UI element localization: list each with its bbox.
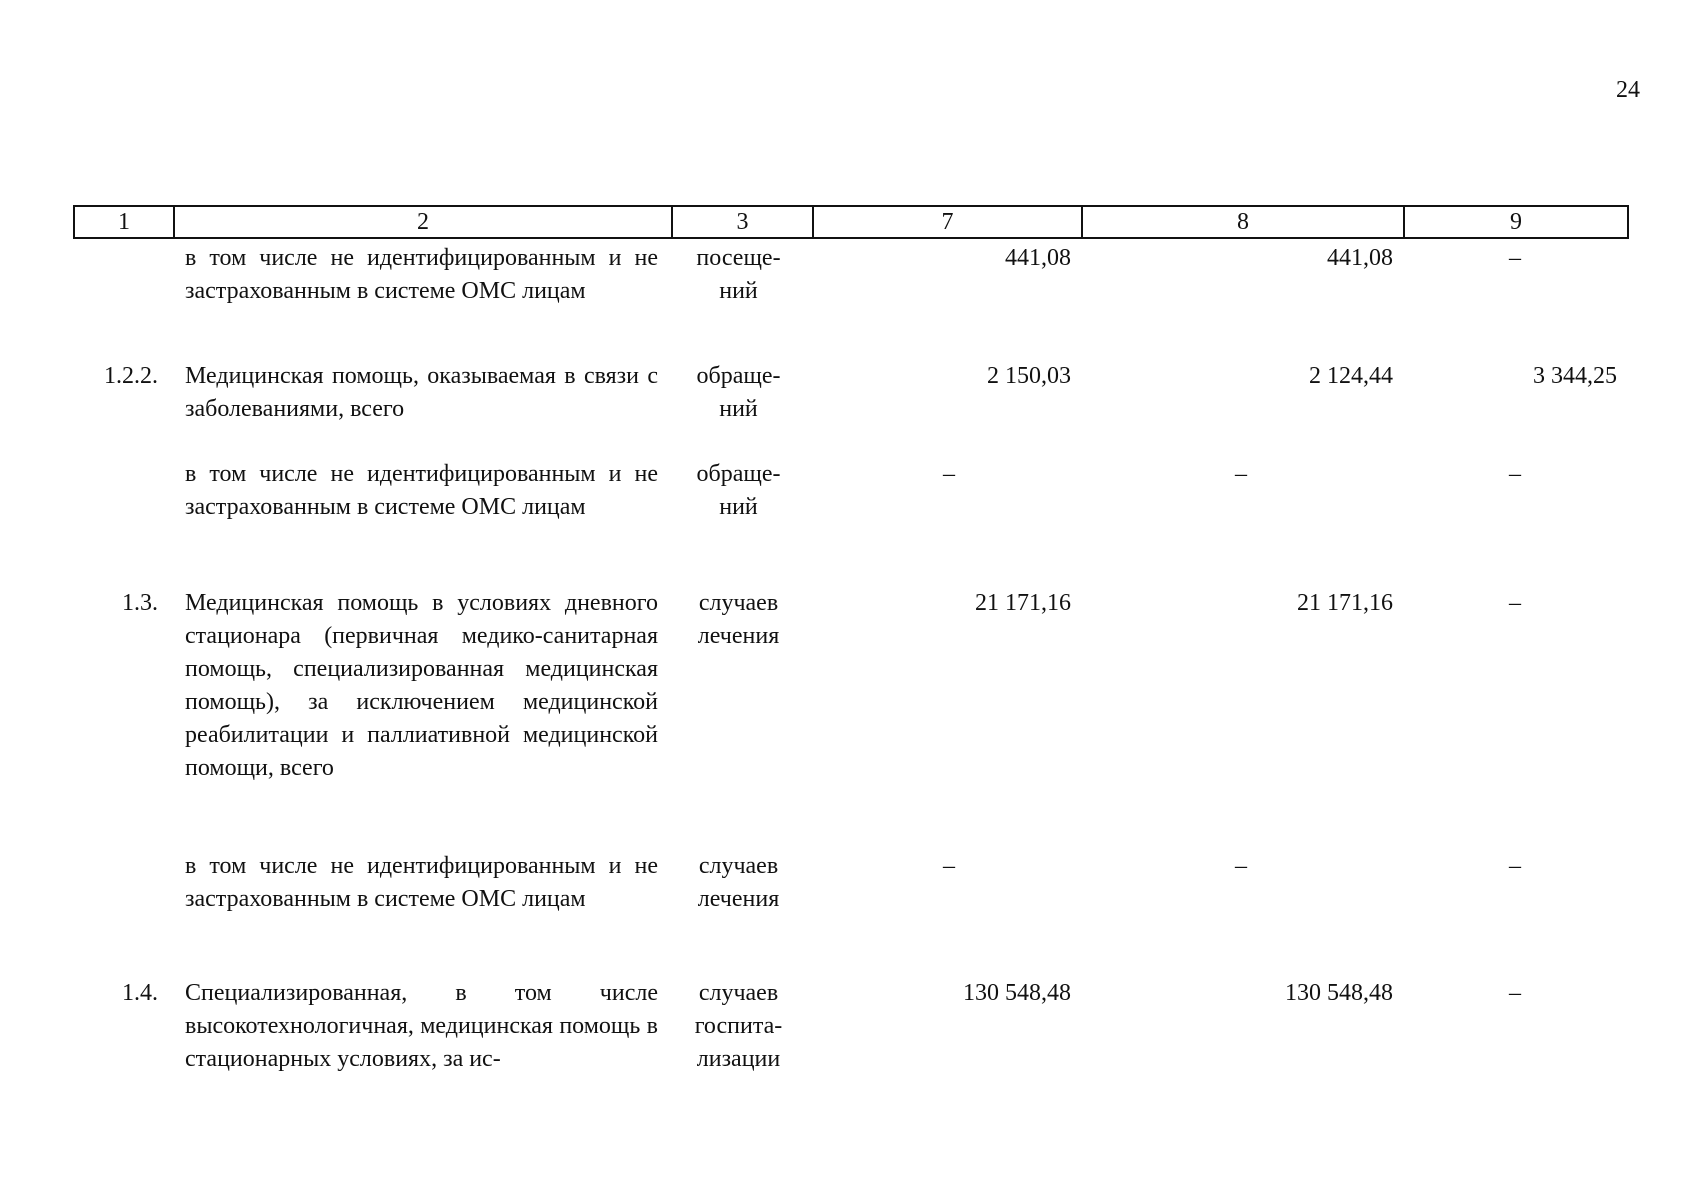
header-row	[74, 206, 1628, 238]
row-value-col8: 441,08	[1327, 245, 1393, 271]
row-description: в том числе не идентифицированным и не застрахованным в системе ОМС лицам	[185, 461, 658, 520]
row-number	[74, 458, 174, 587]
row-value-col7: 2 150,03	[987, 363, 1071, 389]
row-value-col7: –	[943, 853, 955, 879]
row-value-col7: 130 548,48	[963, 980, 1071, 1006]
row-description: в том числе не идентифицированным и не застрахованным в системе ОМС лицам	[185, 245, 658, 304]
row-number	[74, 238, 174, 360]
row-description: Медицинская помощь, оказываемая в связи с заболеваниями, всего	[185, 363, 658, 422]
row-unit	[672, 458, 813, 587]
unit-text: случаев лечения	[697, 853, 780, 912]
table-row	[74, 458, 1628, 587]
table-header	[74, 206, 1628, 238]
row-description: Медицинская помощь в условиях дневного стационара (первичная медико-санитарная помощь, специализированная медицинская помощь), за исключением медицинской реабилитации и паллиативной медицинской помощи, всего	[185, 590, 658, 781]
row-value-col9: –	[1509, 980, 1521, 1006]
unit-text: обраще- ний	[696, 363, 781, 422]
row-value-col9: –	[1509, 461, 1521, 487]
row-value-col9: –	[1509, 853, 1521, 879]
row-description: в том числе не идентифицированным и не застрахованным в системе ОМС лицам	[185, 853, 658, 912]
row-value-col8: –	[1235, 853, 1247, 879]
row-value-col8: 130 548,48	[1285, 980, 1393, 1006]
header-col-3: 3	[672, 206, 813, 238]
row-number	[74, 850, 174, 977]
row-unit	[672, 238, 813, 360]
row-unit	[672, 360, 813, 458]
table-row	[74, 977, 1628, 1076]
row-value-col7: 21 171,16	[975, 590, 1071, 616]
unit-text: случаев лечения	[697, 590, 780, 649]
header-col-2: 2	[174, 206, 672, 238]
row-value-col9: 3 344,25	[1533, 363, 1617, 389]
row-value-col8: 21 171,16	[1297, 590, 1393, 616]
row-unit	[672, 977, 813, 1076]
row-number: 1.3.	[122, 590, 158, 616]
table-body	[74, 238, 1628, 1076]
header-col-9: 9	[1404, 206, 1628, 238]
data-table-container	[73, 205, 1627, 1076]
row-value-col8: –	[1235, 461, 1247, 487]
table-row	[74, 850, 1628, 977]
header-col-8: 8	[1082, 206, 1404, 238]
row-value-col8: 2 124,44	[1309, 363, 1393, 389]
page-number: 24	[1616, 77, 1640, 103]
row-value-col7: 441,08	[1005, 245, 1071, 271]
data-table	[73, 205, 1629, 1076]
row-value-col9: –	[1509, 590, 1521, 616]
unit-text: посеще- ний	[696, 245, 781, 304]
row-number: 1.4.	[122, 980, 158, 1006]
row-description: Специализированная, в том числе высокотехнологичная, медицинская помощь в стационарных условиях, за ис-	[185, 980, 658, 1072]
unit-text: обраще- ний	[696, 461, 781, 520]
row-value-col9: –	[1509, 245, 1521, 271]
row-unit	[672, 587, 813, 850]
header-col-7: 7	[813, 206, 1082, 238]
unit-text: случаев госпита- лизации	[694, 980, 783, 1072]
row-number: 1.2.2.	[104, 363, 158, 389]
row-value-col7: –	[943, 461, 955, 487]
table-row	[74, 360, 1628, 458]
table-row	[74, 587, 1628, 850]
header-col-1: 1	[74, 206, 174, 238]
table-row	[74, 238, 1628, 360]
row-unit	[672, 850, 813, 977]
